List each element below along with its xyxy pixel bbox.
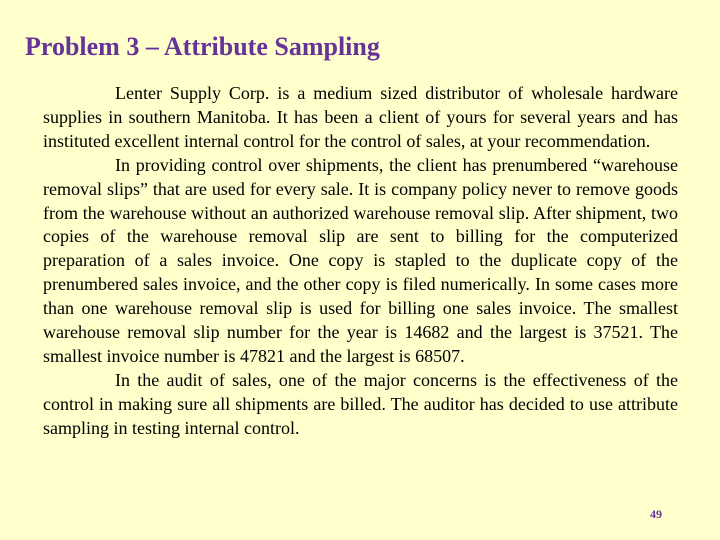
page-number: 49 — [650, 507, 662, 521]
paragraph-shipment-control: In providing control over shipments, the client has prenumbered “warehouse removal slips” that are used for every sale. It is company policy never to remove goods from the warehouse without an authorized warehouse removal slip. After shipment, two copies of the warehouse removal slip are sent to billing for the computerized preparation of a sales invoice. One copy is stapled to the duplicate copy of the prenumbered sales invoice, and the other copy is filed numerically. In some cases more than one warehouse removal slip is used for billing one sales invoice. The smallest warehouse removal slip number for the year is 14682 and the largest is 37521. The smallest invoice number is 47821 and the largest is 68507. — [43, 154, 678, 366]
slide-body — [43, 82, 678, 441]
paragraph-intro: Lenter Supply Corp. is a medium sized distributor of wholesale hardware supplies in southern Manitoba. It has been a client of yours for several years and has instituted excellent internal control for the control of sales, at your recommendation. — [43, 83, 678, 151]
slide-title: Problem 3 – Attribute Sampling — [25, 32, 380, 61]
paragraph-audit-concern: In the audit of sales, one of the major concerns is the effectiveness of the control in making sure all shipments are billed. The auditor has decided to use attribute sampling in testing internal control. — [43, 369, 678, 438]
